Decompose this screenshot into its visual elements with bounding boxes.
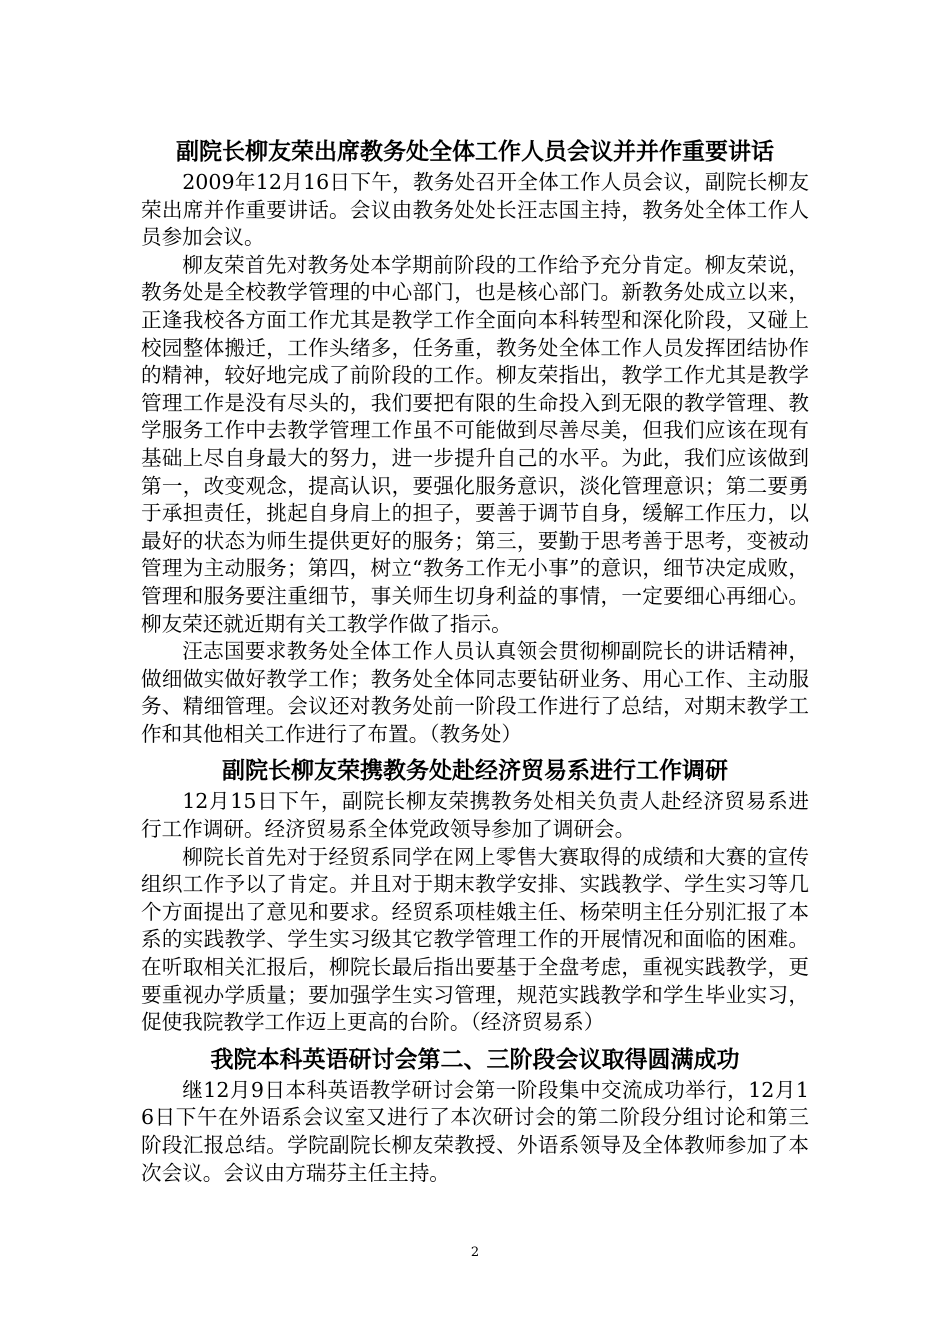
article-paragraph: 继12月9日本科英语教学研讨会第一阶段集中交流成功举行，12月16日下午在外语系会议室又进行了本次研讨会的第二阶段分组讨论和第三阶段汇报总结。学院副院长柳友荣教授、外语系领导及全体教师参加了本次会议。会议由方瑞芬主任主持。 xyxy=(141,1077,809,1185)
article-3 xyxy=(141,1043,809,1187)
article-title: 我院本科英语研讨会第二、三阶段会议取得圆满成功 xyxy=(210,1046,740,1073)
article-title: 副院长柳友荣出席教务处全体工作人员会议并并作重要讲话 xyxy=(176,139,774,165)
article-paragraph: 柳院长首先对于经贸系同学在网上零售大赛取得的成绩和大赛的宣传组织工作予以了肯定。并且对于期末教学安排、实践教学、学生实习等几个方面提出了意见和要求。经贸系项桂娥主任、杨荣明主任分别汇报了本系的实践教学、学生实习级其它教学管理工作的开展情况和面临的困难。在听取相关汇报后，柳院长最后指出要基于全盘考虑，重视实践教学，更要重视办学质量；要加强学生实习管理，规范实践教学和学生毕业实习，促使我院教学工作迈上更高的台阶。（经济贸易系） xyxy=(141,844,809,1035)
page-number: 2 xyxy=(470,1245,480,1260)
article-title: 副院长柳友荣携教务处赴经济贸易系进行工作调研 xyxy=(222,758,728,785)
article-paragraph: 2009年12月16日下午，教务处召开全体工作人员会议，副院长柳友荣出席并作重要讲话。会议由教务处处长汪志国主持，教务处全体工作人员参加会议。 xyxy=(141,170,809,250)
article-2 xyxy=(141,754,809,1036)
article-paragraph: 12月15日下午，副院长柳友荣携教务处相关负责人赴经济贸易系进行工作调研。经济贸易系全体党政领导参加了调研会。 xyxy=(141,789,809,842)
article-1 xyxy=(141,135,809,748)
document-body xyxy=(141,135,809,1193)
article-paragraph: 柳友荣首先对教务处本学期前阶段的工作给予充分肯定。柳友荣说，教务处是全校教学管理的中心部门，也是核心部门。新教务处成立以来，正逢我校各方面工作尤其是教学工作全面向本科转型和深化阶段，又碰上校园整体搬迁，工作头绪多，任务重，教务处全体工作人员发挥团结协作的精神，较好地完成了前阶段的工作。柳友荣指出，教学工作尤其是教学管理工作是没有尽头的，我们要把有限的生命投入到无限的教学管理、教学服务工作中去教学管理工作虽不可能做到尽善尽美，但我们应该在现有基础上尽自身最大的努力，进一步提升自己的水平。为此，我们应该做到第一，改变观念，提高认识，要强化服务意识，淡化管理意识；第二要勇于承担责任，挑起自身肩上的担子，要善于调节自身，缓解工作压力，以最好的状态为师生提供更好的服务；第三，要勤于思考善于思考，变被动管理为主动服务；第四，树立“教务工作无小事”的意识，细节决定成败，管理和服务要注重细节，事关师生切身利益的事情，一定要细心再细心。柳友荣还就近期有关工教学作做了指示。 xyxy=(141,252,809,636)
article-paragraph: 汪志国要求教务处全体工作人员认真领会贯彻柳副院长的讲话精神，做细做实做好教学工作；教务处全体同志要钻研业务、用心工作、主动服务、精细管理。会议还对教务处前一阶段工作进行了总结，对期末教学工作和其他相关工作进行了布置。（教务处） xyxy=(141,639,809,746)
